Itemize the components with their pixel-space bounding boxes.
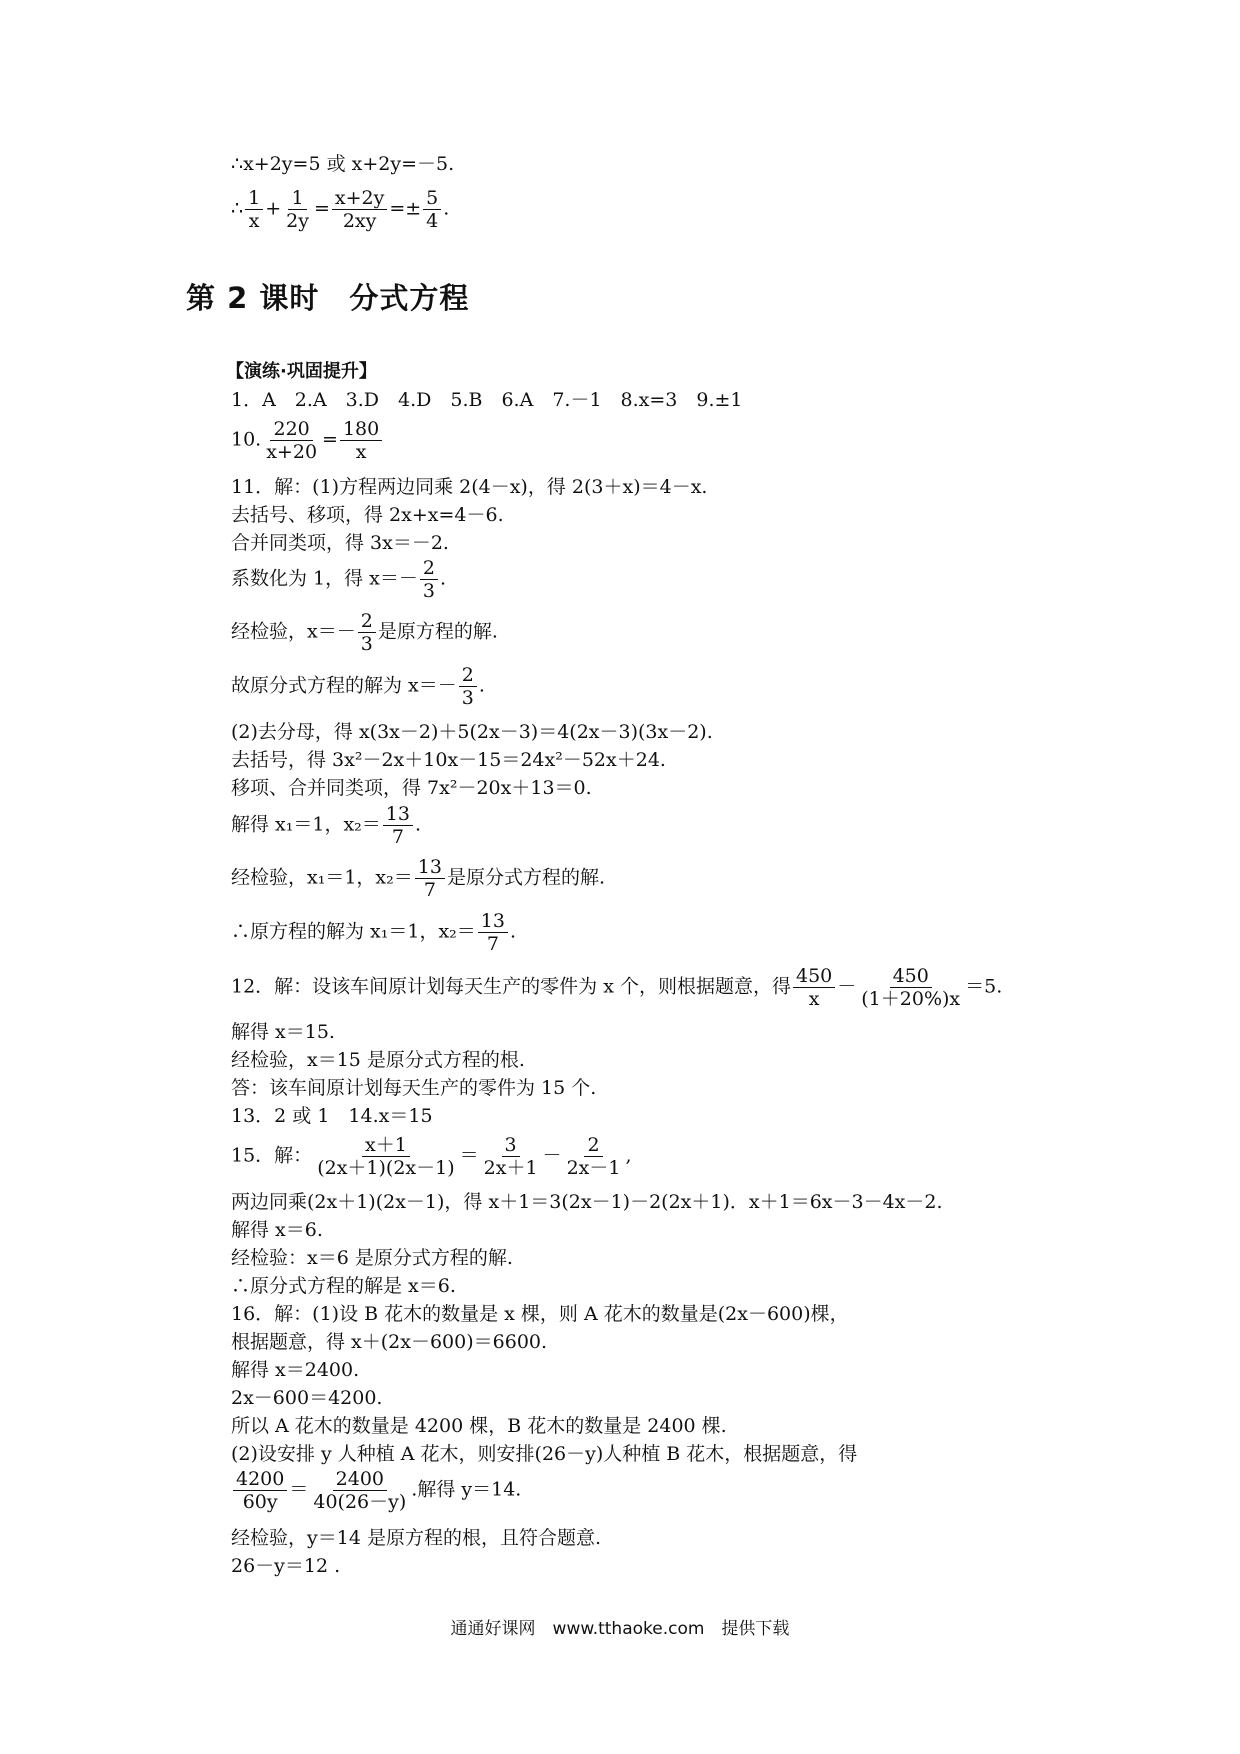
answer-10: 10. $\frac{220}{x+20}$ = $\frac{180}{x}$	[231, 418, 384, 463]
fraction: $\frac{180}{x}$	[340, 418, 382, 463]
fraction: $\frac{450}{x}$	[793, 965, 835, 1010]
answer-15-line5: ∴原分式方程的解是 x＝6.	[231, 1275, 456, 1297]
answer-1-9: 1．A 2.A 3.D 4.D 5.B 6.A 7.－1 8.x=3 9.±1	[231, 389, 743, 411]
fraction: $\frac{4200}{60y}$	[233, 1468, 287, 1513]
fraction: $\frac{5}{4}$	[423, 187, 441, 232]
answer-11-line4: 系数化为 1，得 x＝－ $\frac{2}{3}$ .	[231, 557, 447, 602]
answer-15-line3: 解得 x＝6.	[231, 1219, 323, 1241]
answer-15-line4: 经检验：x＝6 是原分式方程的解.	[231, 1247, 513, 1269]
answer-11-line2: 去括号、移项，得 2x+x=4－6.	[231, 504, 504, 526]
answer-13-14: 13．2 或 1 14.x＝15	[231, 1105, 433, 1127]
answer-16-line1: 16．解：(1)设 B 花木的数量是 x 棵，则 A 花木的数量是(2x－600)棵，	[231, 1303, 849, 1325]
fraction: $\frac{3}{2x+1}$	[483, 1134, 538, 1179]
fraction: $\frac{450}{(1+20\%)x}$	[861, 965, 961, 1010]
fraction: $\frac{1}{2y}$	[286, 187, 309, 232]
fraction: $\frac{2}{3}$	[459, 664, 477, 709]
answer-16-line9: 26－y＝12 .	[231, 1555, 341, 1577]
answer-16-line8: 经检验，y＝14 是原方程的根，且符合题意.	[231, 1527, 601, 1549]
answer-16-line7: $\frac{4200}{60y}$ ＝ $\frac{2400}{40(26-y)}$ .解得 y＝14.	[231, 1468, 521, 1513]
fraction: $\frac{x+1}{(2x+1)(2x-1)}$	[317, 1134, 455, 1179]
answer-16-line5: 所以 A 花木的数量是 4200 棵，B 花木的数量是 2400 棵.	[231, 1415, 727, 1437]
fraction: $\frac{13}{7}$	[478, 910, 508, 955]
fraction: $\frac{13}{7}$	[415, 856, 445, 901]
fraction: $\frac{220}{x+20}$	[266, 418, 318, 463]
fraction: $\frac{2}{3}$	[420, 557, 438, 602]
line-top-1: ∴x+2y=5 或 x+2y=－5.	[231, 153, 455, 175]
answer-16-line2: 根据题意，得 x＋(2x－600)＝6600.	[231, 1331, 548, 1353]
answer-11-line7: (2)去分母，得 x(3x－2)＋5(2x－3)＝4(2x－3)(3x－2).	[231, 721, 713, 743]
answer-16-line4: 2x－600＝4200.	[231, 1387, 383, 1409]
fraction: $\frac{1}{x}$	[245, 187, 263, 232]
line-top-2: ∴ $\frac{1}{x}$ + $\frac{1}{2y}$ = $\frac{x+2y}{2xy}$ =± $\frac{5}{4}$ .	[231, 187, 450, 232]
answer-11-line5: 经检验，x＝－ $\frac{2}{3}$ 是原方程的解.	[231, 610, 498, 655]
answer-15-line2: 两边同乘(2x＋1)(2x－1)，得 x＋1＝3(2x－1)－2(2x＋1)．x＋1＝6x－3－4x－2.	[231, 1191, 943, 1213]
section-heading: 【演练·巩固提升】	[226, 361, 377, 382]
page-footer: 通通好课网 www.tthaoke.com 提供下载	[450, 1619, 790, 1639]
answer-12-line3: 经检验，x＝15 是原分式方程的根.	[231, 1049, 525, 1071]
answer-11-line12: ∴原方程的解为 x₁＝1，x₂＝ $\frac{13}{7}$ .	[231, 910, 517, 955]
answer-12-line2: 解得 x＝15.	[231, 1021, 335, 1043]
answer-11-line3: 合并同类项，得 3x＝－2.	[231, 532, 449, 554]
answer-11-line9: 移项、合并同类项，得 7x²－20x＋13＝0.	[231, 777, 592, 799]
answer-16-line6: (2)设安排 y 人种植 A 花木，则安排(26－y)人种植 B 花木，根据题意，得	[231, 1443, 858, 1465]
answer-11-line6: 故原分式方程的解为 x＝－ $\frac{2}{3}$ .	[231, 664, 485, 709]
fraction: $\frac{13}{7}$	[383, 803, 413, 848]
answer-16-line3: 解得 x＝2400.	[231, 1359, 360, 1381]
answer-15-line1: 15．解： $\frac{x+1}{(2x+1)(2x-1)}$ ＝ $\frac{3}{2x+1}$ － $\frac{2}{2x-1}$ ,	[231, 1134, 632, 1179]
lesson-title: 第 2 课时 分式方程	[186, 281, 470, 315]
fraction: $\frac{2}{3}$	[358, 610, 376, 655]
therefore-symbol: ∴	[231, 197, 244, 220]
fraction: $\frac{x+2y}{2xy}$	[332, 187, 387, 232]
answer-12-line1: 12．解：设该车间原计划每天生产的零件为 x 个，则根据题意，得 $\frac{450}{x}$ － $\frac{450}{(1+20\%)x}$ ＝5.	[231, 965, 1003, 1010]
answer-11-line1: 11．解：(1)方程两边同乘 2(4－x)，得 2(3＋x)＝4－x.	[231, 476, 708, 498]
answer-11-line10: 解得 x₁＝1，x₂＝ $\frac{13}{7}$ .	[231, 803, 422, 848]
fraction: $\frac{2}{2x-1}$	[566, 1134, 621, 1179]
answer-11-line11: 经检验，x₁＝1，x₂＝ $\frac{13}{7}$ 是原分式方程的解.	[231, 856, 605, 901]
answer-12-line4: 答：该车间原计划每天生产的零件为 15 个.	[231, 1077, 597, 1099]
fraction: $\frac{2400}{40(26-y)}$	[313, 1468, 407, 1513]
answer-11-line8: 去括号，得 3x²－2x＋10x－15＝24x²－52x＋24.	[231, 749, 666, 771]
